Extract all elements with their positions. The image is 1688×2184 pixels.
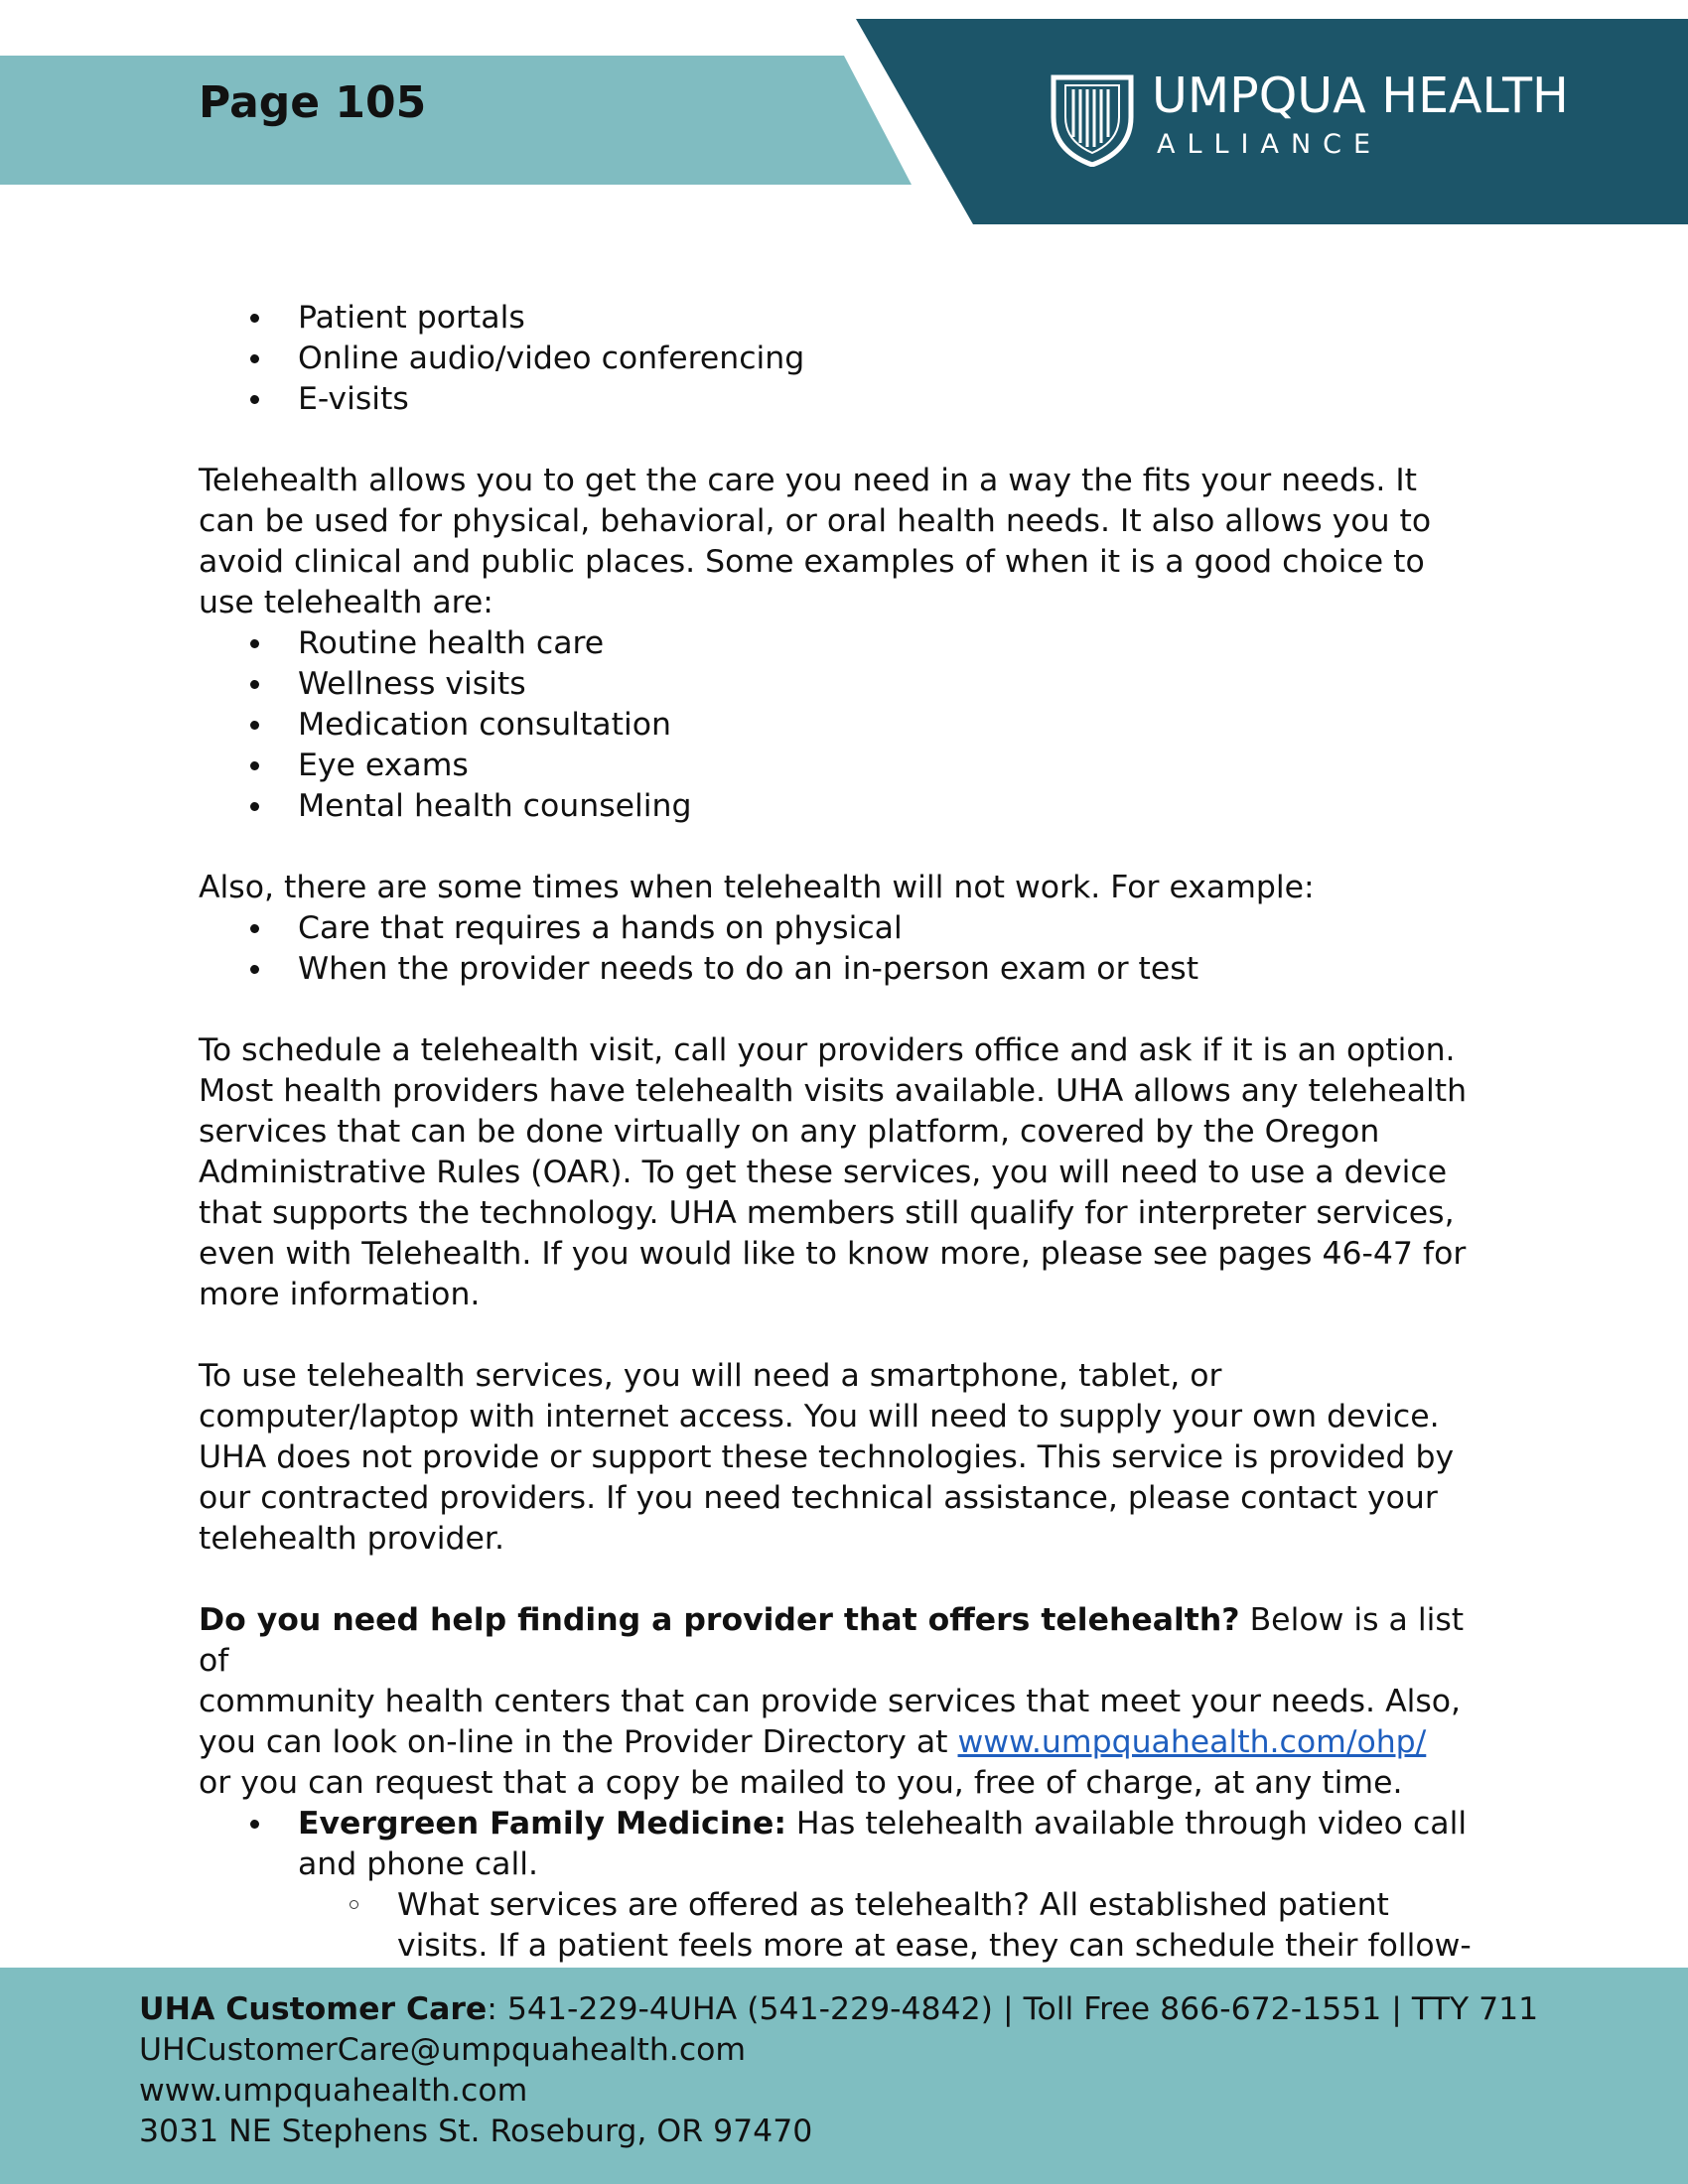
list-item: Care that requires a hands on physical — [199, 908, 1489, 949]
list-item: Wellness visits — [199, 664, 1489, 705]
header-teal-band — [0, 56, 912, 185]
center-name: Evergreen Family Medicine: — [298, 1806, 786, 1842]
umpqua-health-logo — [1048, 69, 1643, 169]
bullet-icon — [250, 639, 259, 648]
page-header — [0, 0, 1688, 238]
bullet-icon — [250, 680, 259, 689]
bullet-icon — [250, 924, 259, 933]
list-item: When the provider needs to do an in-person exam or test — [199, 949, 1489, 990]
list-item: Patient portals — [199, 298, 1489, 339]
health-centers-list — [199, 1804, 1489, 1885]
provider-directory-link[interactable]: www.umpquahealth.com/ohp/ — [957, 1724, 1427, 1760]
customer-care-numbers: : 541-229-4UHA (541-229-4842) | Toll Free 866-672-1551 | TTY 711 — [487, 1991, 1539, 2027]
list-item: What services are offered as telehealth? All established patient visits. If a patient feels more at ease, they can schedule their follow- — [199, 1885, 1489, 1967]
list-item: Routine health care — [199, 623, 1489, 664]
footer-website: www.umpquahealth.com — [139, 2073, 528, 2109]
circle-bullet-icon — [350, 1900, 358, 1909]
page-content — [199, 298, 1489, 1967]
page-footer — [0, 1968, 1688, 2184]
logo-subtitle: ALLIANCE — [1157, 129, 1383, 160]
find-provider-paragraph: Do you need help finding a provider that offers telehealth? Below is a list of community health centers that can provide services that meet your needs. Also, you can look on-line in the Provider Directory at www.umpquahealth.com/ohp/ or you can request that a copy be mailed to you, free of charge, at any time. — [199, 1602, 1465, 1801]
evergreen-details-list — [199, 1885, 1489, 1967]
list-item: Eye exams — [199, 746, 1489, 786]
list-item: E-visits — [199, 379, 1489, 420]
bullet-icon — [250, 314, 259, 323]
list-item: Mental health counseling — [199, 786, 1489, 827]
footer-address: 3031 NE Stephens St. Roseburg, OR 97470 — [139, 2114, 813, 2149]
device-paragraph: To use telehealth services, you will need a smartphone, tablet, or computer/laptop with internet access. You will need to supply your own device. UHA does not provide or support these technologies. This service is provided by our contracted providers. If you need technical assistance, please contact your telehealth provider. — [199, 1358, 1455, 1557]
bullet-icon — [250, 802, 259, 811]
bullet-icon — [250, 965, 259, 974]
schedule-paragraph: To schedule a telehealth visit, call your providers office and ask if it is an option. Most health providers have telehealth visits available. UHA allows any telehealth services that can be done virtually on any platform, covered by the Oregon Administrative Rules (OAR). To get these services, you will need to use a device that supports the technology. UHA members still qualify for interpreter services, even with Telehealth. If you would like to know more, please see pages 46-47 for more information. — [199, 1032, 1468, 1312]
telehealth-examples-list — [199, 623, 1489, 827]
find-provider-question: Do you need help finding a provider that offers telehealth? — [199, 1602, 1240, 1638]
footer-email: UHCustomerCare@umpquahealth.com — [139, 2032, 747, 2068]
not-work-intro: Also, there are some times when telehealth will not work. For example: — [199, 870, 1315, 905]
logo-name: UMPQUA HEALTH — [1152, 68, 1569, 124]
bullet-icon — [250, 354, 259, 363]
list-item: Online audio/video conferencing — [199, 339, 1489, 379]
bullet-icon — [250, 395, 259, 404]
list-item: Medication consultation — [199, 705, 1489, 746]
customer-care-label: UHA Customer Care — [139, 1991, 488, 2027]
footer-contact-info — [139, 1989, 1538, 2152]
bullet-icon — [250, 761, 259, 770]
bullet-icon — [250, 721, 259, 730]
bullet-icon — [250, 1820, 259, 1829]
shield-logo-icon — [1048, 73, 1137, 167]
telehealth-intro-paragraph: Telehealth allows you to get the care you need in a way the fits your needs. It can be used for physical, behavioral, or oral health needs. It also allows you to avoid clinical and public places. Some examples of when it is a good choice to use telehealth are: — [199, 463, 1432, 620]
page-title: Page 105 — [199, 77, 427, 128]
access-methods-list — [199, 298, 1489, 420]
list-item: Evergreen Family Medicine: Has telehealth available through video call and phone call. — [199, 1804, 1489, 1885]
not-work-list — [199, 908, 1489, 990]
